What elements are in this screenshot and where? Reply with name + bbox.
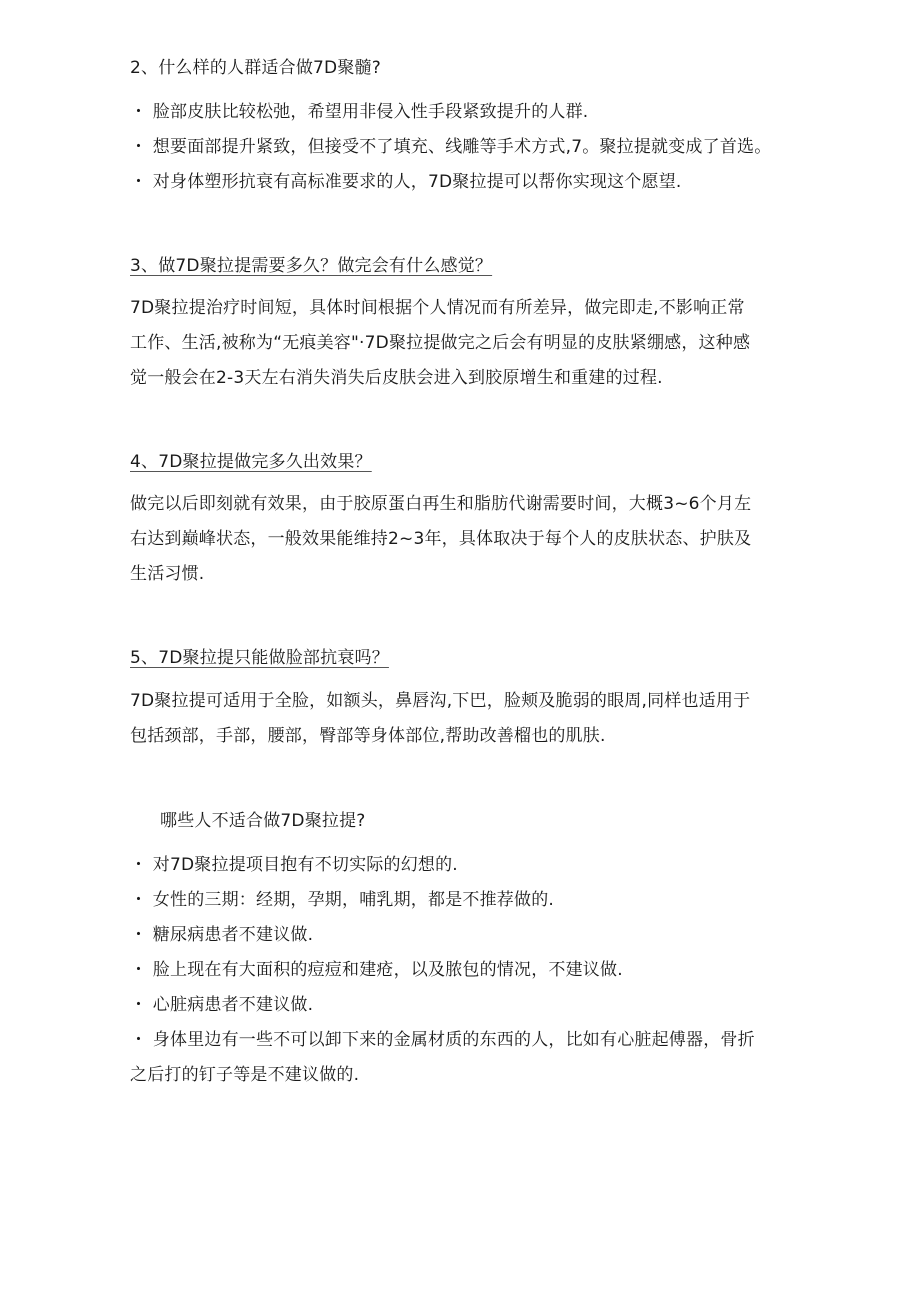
section-heading: 4、7D聚拉提做完多久出效果？ [130,452,372,472]
paragraph-line: 做完以后即刻就有效果，由于胶原蛋白再生和脂肪代谢需要时间，大概3~6个月左 [130,494,752,514]
bullet-item: ・ 想要面部提升紧致，但接受不了填充、线雕等手术方式,7。聚拉提就变成了首选。 [130,137,772,157]
paragraph-line: 之后打的钉子等是不建议做的. [130,1065,360,1085]
section-heading: 2、什么样的人群适合做7D聚髓? [130,58,381,78]
section-heading: 3、做7D聚拉提需要多久？做完会有什么感觉？ [130,256,493,276]
section-heading: 5、7D聚拉提只能做脸部抗衰吗？ [130,648,389,668]
bullet-item: ・ 对身体塑形抗衰有高标准要求的人，7D聚拉提可以帮你实现这个愿望. [130,172,682,192]
paragraph-line: 觉一般会在2-3天左右消失消失后皮肤会进入到胶原增生和重建的过程. [130,368,663,388]
bullet-item: ・ 身体里边有一些不可以卸下来的金属材质的东西的人，比如有心脏起傅器，骨折 [130,1030,755,1050]
section-heading: 哪些人不适合做7D聚拉提? [160,811,366,831]
bullet-item: ・ 脸部皮肤比较松弛，希望用非侵入性手段紧致提升的人群. [130,102,589,122]
paragraph-line: 工作、生活,被称为“无痕美容"·7D聚拉提做完之后会有明显的皮肤紧绷感，这种感 [130,333,751,353]
bullet-item: ・ 心脏病患者不建议做. [130,995,314,1015]
paragraph-line: 包括颈部，手部，腰部，臀部等身体部位,帮助改善榴也的肌肤. [130,726,606,746]
paragraph-line: 7D聚拉提可适用于全脸，如额头，鼻唇沟,下巴，脸颊及脆弱的眼周,同样也适用于 [130,691,751,711]
paragraph-line: 生活习惯. [130,564,205,584]
bullet-item: ・ 糖尿病患者不建议做. [130,925,314,945]
paragraph-line: 右达到巅峰状态，一般效果能维持2~3年，具体取决于每个人的皮肤状态、护肤及 [130,529,752,549]
paragraph-line: 7D聚拉提治疗时间短，具体时间根据个人情况而有所差异，做完即走,不影响正常 [130,298,745,318]
bullet-item: ・ 脸上现在有大面积的痘痘和建疮，以及脓包的情况，不建议做. [130,960,623,980]
bullet-item: ・ 女性的三期：经期，孕期，哺乳期，都是不推荐做的. [130,890,555,910]
bullet-item: ・ 对7D聚拉提项目抱有不切实际的幻想的. [130,855,458,875]
